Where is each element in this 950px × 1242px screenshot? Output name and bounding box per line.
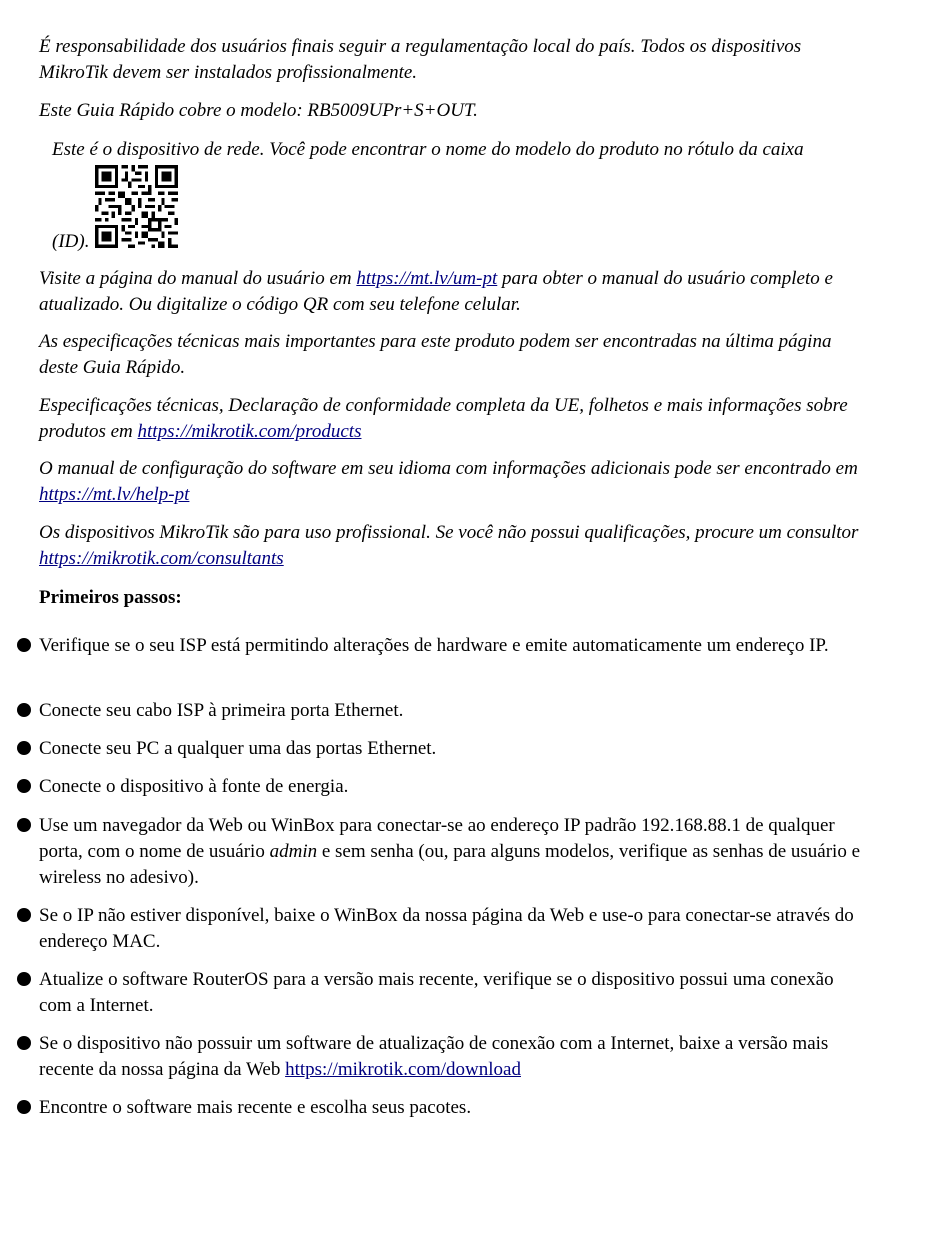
qr-code-icon[interactable] bbox=[95, 165, 178, 248]
products-paragraph bbox=[39, 393, 869, 445]
help-paragraph bbox=[39, 456, 869, 508]
step-download bbox=[39, 1031, 869, 1083]
consultants-link[interactable]: https://mikrotik.com/consultants bbox=[39, 548, 284, 569]
bullet-icon bbox=[17, 908, 31, 922]
manual-text-after: para obter o manual do usuário completo e atualizado. Ou digitalize o código QR com seu telefone celular. bbox=[39, 268, 833, 315]
bullet-icon bbox=[17, 779, 31, 793]
browser-text-before: Use um navegador da Web ou WinBox para conectar-se ao endereço IP padrão 192.168.88.1 de qualquer porta, com o nome de usuário bbox=[39, 815, 835, 862]
bullet-icon bbox=[17, 818, 31, 832]
consultants-text: Os dispositivos MikroTik são para uso profissional. Se você não possui qualificações, procure um consultor bbox=[39, 522, 859, 543]
consultants-paragraph bbox=[39, 520, 869, 572]
step-connect-pc: Conecte seu PC a qualquer uma das portas Ethernet. bbox=[39, 738, 437, 759]
step-isp-check: Verifique se o seu ISP está permitindo alterações de hardware e emite automaticamente um endereço IP. bbox=[39, 635, 829, 656]
device-id-label: (ID). bbox=[52, 231, 90, 252]
specs-paragraph: As especificações técnicas mais importantes para este produto podem ser encontradas na última página deste Guia Rápido. bbox=[39, 331, 832, 378]
bullet-icon bbox=[17, 972, 31, 986]
bullet-icon bbox=[17, 1036, 31, 1050]
help-text: O manual de configuração do software em seu idioma com informações adicionais pode ser encontrado em bbox=[39, 458, 858, 479]
device-description: Este é o dispositivo de rede. Você pode encontrar o nome do modelo do produto no rótulo da caixa bbox=[52, 139, 804, 160]
step-update-routeros: Atualize o software RouterOS para a versão mais recente, verifique se o dispositivo possui uma conexão com a Internet. bbox=[39, 969, 834, 1016]
help-link[interactable]: https://mt.lv/help-pt bbox=[39, 484, 190, 505]
model-paragraph: Este Guia Rápido cobre o modelo: RB5009UPr+S+OUT. bbox=[39, 100, 478, 121]
download-text: Se o dispositivo não possuir um software de atualização de conexão com a Internet, baixe a versão mais recente da nossa página da Web bbox=[39, 1033, 829, 1080]
bullet-icon bbox=[17, 638, 31, 652]
manual-text-before: Visite a página do manual do usuário em bbox=[39, 268, 357, 289]
browser-text-after: e sem senha (ou, para alguns modelos, verifique as senhas de usuário e wireless no adesivo). bbox=[39, 841, 861, 888]
products-link[interactable]: https://mikrotik.com/products bbox=[137, 421, 362, 442]
step-browser-login bbox=[39, 813, 869, 891]
step-connect-power: Conecte o dispositivo à fonte de energia. bbox=[39, 776, 349, 797]
manual-paragraph bbox=[39, 266, 869, 318]
manual-link[interactable]: https://mt.lv/um-pt bbox=[356, 268, 498, 289]
bullet-icon bbox=[17, 703, 31, 717]
responsibility-paragraph: É responsabilidade dos usuários finais seguir a regulamentação local do país. Todos os dispositivos MikroTik devem ser instalados profissionalmente. bbox=[39, 36, 802, 83]
download-link[interactable]: https://mikrotik.com/download bbox=[285, 1059, 521, 1080]
first-steps-heading: Primeiros passos: bbox=[39, 587, 182, 608]
default-username: admin bbox=[269, 841, 318, 862]
products-text: Especificações técnicas, Declaração de conformidade completa da UE, folhetos e mais informações sobre produtos em bbox=[39, 395, 848, 442]
step-connect-isp: Conecte seu cabo ISP à primeira porta Ethernet. bbox=[39, 700, 404, 721]
bullet-icon bbox=[17, 1100, 31, 1114]
step-choose-packages: Encontre o software mais recente e escolha seus pacotes. bbox=[39, 1097, 472, 1118]
step-mac-connect: Se o IP não estiver disponível, baixe o WinBox da nossa página da Web e use-o para conectar-se através do endereço MAC. bbox=[39, 905, 854, 952]
bullet-icon bbox=[17, 741, 31, 755]
